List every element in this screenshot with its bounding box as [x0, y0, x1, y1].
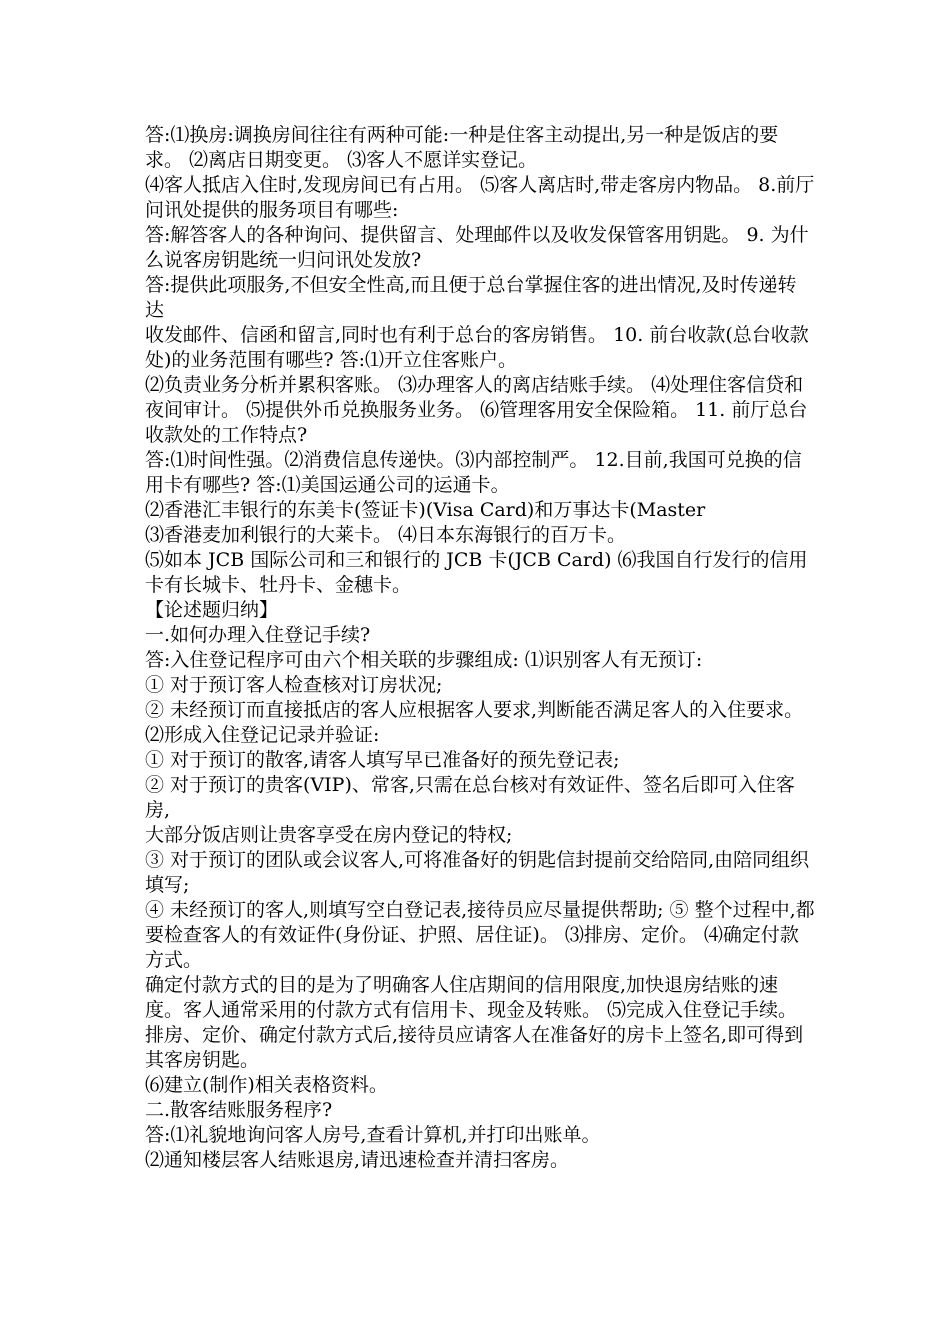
- text-line: 排房、定价、确定付款方式后,接待员应请客人在准备好的房卡上签名,即可得到其客房钥匙。: [145, 1024, 804, 1071]
- section-heading: 【论述题归纳】: [145, 599, 279, 621]
- text-line: 答:⑴换房:调换房间往往有两种可能:一种是住客主动提出,另一种是饭店的要求。 ⑵离店日期变更。 ⑶客人不愿详实登记。: [145, 124, 779, 171]
- question-heading: 二.散客结账服务程序?: [145, 1099, 333, 1121]
- text-line: ⑸如本 JCB 国际公司和三和银行的 JCB 卡(JCB Card) ⑹我国自行发行的信用卡有长城卡、牡丹卡、金穗卡。: [145, 549, 808, 596]
- text-line: 大部分饭店则让贵客享受在房内登记的特权;: [145, 824, 513, 846]
- text-line: ⑵香港汇丰银行的东美卡(签证卡)(Visa Card)和万事达卡(Master: [145, 499, 706, 521]
- text-line: 填写;: [145, 874, 190, 896]
- text-line: 答:⑴时间性强。⑵消费信息传递快。⑶内部控制严。 12.目前,我国可兑换的信用卡有哪些? 答:⑴美国运通公司的运通卡。: [145, 449, 802, 496]
- text-line: 收发邮件、信函和留言,同时也有利于总台的客房销售。 10. 前台收款(总台收款处)的业务范围有哪些? 答:⑴开立住客账户。: [145, 324, 809, 371]
- document-body: [145, 123, 815, 1173]
- text-line: 确定付款方式的目的是为了明确客人住店期间的信用限度,加快退房结账的速度。客人通常采用的付款方式有信用卡、现金及转账。 ⑸完成入住登记手续。: [145, 974, 798, 1021]
- text-line: 答:⑴礼貌地询问客人房号,查看计算机,并打印出账单。: [145, 1124, 601, 1146]
- text-line: ④ 未经预订的客人,则填写空白登记表,接待员应尽量提供帮助; ⑤ 整个过程中,都要检查客人的有效证件(身份证、护照、居住证)。 ⑶排房、定价。 ⑷确定付款方式。: [145, 899, 815, 971]
- text-line: ⑹建立(制作)相关表格资料。: [145, 1074, 388, 1096]
- question-heading: 一.如何办理入住登记手续?: [145, 624, 371, 646]
- text-line: ② 未经预订而直接抵店的客人应根据客人要求,判断能否满足客人的入住要求。 ⑵形成入住登记记录并验证:: [145, 699, 810, 746]
- text-line: 答:解答客人的各种询问、提供留言、处理邮件以及收发保管客用钥匙。 9. 为什么说客房钥匙统一归问讯处发放?: [145, 224, 809, 271]
- text-line: ① 对于预订客人检查核对订房状况;: [145, 674, 443, 696]
- text-line: ⑶香港麦加利银行的大莱卡。 ⑷日本东海银行的百万卡。: [145, 524, 627, 546]
- text-line: ⑷客人抵店入住时,发现房间已有占用。 ⑸客人离店时,带走客房内物品。 8.前厅问讯处提供的服务项目有哪些:: [145, 174, 815, 221]
- text-line: 答:入住登记程序可由六个相关联的步骤组成: ⑴识别客人有无预订:: [145, 649, 703, 671]
- text-line: 答:提供此项服务,不但安全性高,而且便于总台掌握住客的进出情况,及时传递转达: [145, 274, 797, 321]
- text-line: ⑵通知楼层客人结账退房,请迅速检查并清扫客房。: [145, 1149, 570, 1171]
- text-line: ② 对于预订的贵客(VIP)、常客,只需在总台核对有效证件、签名后即可入住客房,: [145, 774, 795, 821]
- text-line: ③ 对于预订的团队或会议客人,可将准备好的钥匙信封提前交给陪同,由陪同组织: [145, 849, 810, 871]
- text-line: ⑵负责业务分析并累积客账。 ⑶办理客人的离店结账手续。 ⑷处理住客信贷和夜间审计。 ⑸提供外币兑换服务业务。 ⑹管理客用安全保险箱。 11. 前厅总台收款处的工作特点?: [145, 374, 808, 446]
- text-line: ① 对于预订的散客,请客人填写早已准备好的预先登记表;: [145, 749, 620, 771]
